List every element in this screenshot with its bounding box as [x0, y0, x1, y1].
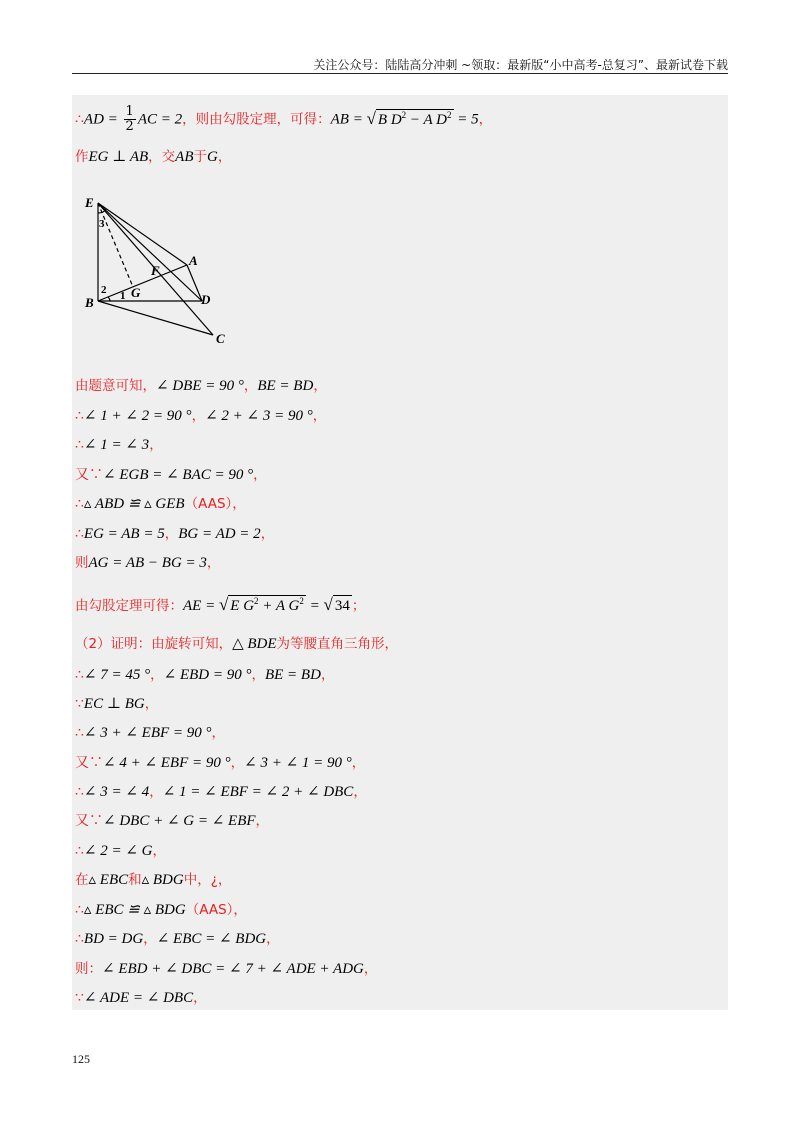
math-eq-3: =: [348, 111, 367, 128]
punct: ；: [351, 598, 366, 614]
page-number: 125: [72, 1052, 90, 1066]
sqrt-eg-ag: √ E $G^2 + A$ $G^2$: [218, 595, 304, 614]
punct: ，: [351, 755, 366, 771]
label-a: A: [189, 253, 198, 268]
math-eq-2: = 2: [157, 111, 183, 128]
header-rule: [72, 73, 728, 74]
therefore-symbol: ∴: [75, 111, 84, 128]
sqrt-term-ad: − A D: [406, 111, 447, 128]
line-11: [75, 634, 398, 654]
math-ab: AB: [330, 111, 349, 128]
punct: ，: [217, 149, 232, 165]
line-9: [75, 553, 220, 573]
fraction-half: [124, 105, 136, 134]
label-f: F: [151, 263, 160, 278]
math: ∠ DBC + ∠ G = ∠ EBF: [103, 813, 256, 829]
math-ad: AD: [83, 111, 104, 128]
math: ∠ 3 = ∠ 4: [83, 784, 150, 800]
line-10: [75, 595, 365, 616]
math: ▵ ABD ≌ ▵ GEB: [83, 496, 185, 512]
math: ∠ EBC = ∠ BDG: [156, 931, 267, 947]
therefore-symbol: ∴: [75, 843, 84, 859]
math: EC ⊥ BG: [83, 696, 145, 712]
math-eq: =: [103, 111, 122, 128]
label-angle-3: 3: [99, 218, 105, 230]
sqrt-term-bd: B D: [377, 111, 402, 128]
sqrt-term: E G: [230, 598, 255, 614]
sqrt-34: √ 34: [323, 595, 350, 614]
math: BE = BD: [257, 378, 314, 394]
fraction-numerator: 1: [125, 104, 134, 119]
line-14: [75, 723, 225, 743]
because-symbol: 又∵: [75, 755, 103, 771]
segment-ad: [187, 265, 202, 301]
punct: ，: [233, 902, 247, 918]
text: 于: [193, 149, 207, 165]
punct: ，: [144, 696, 159, 712]
math: G: [206, 149, 218, 165]
punct: ，: [152, 843, 167, 859]
math: ∠ 2 = ∠ G: [83, 843, 153, 859]
solution-content: [72, 95, 728, 1010]
because-symbol: ∵: [75, 990, 84, 1006]
segment-ea: [98, 203, 187, 265]
line-6: [75, 465, 267, 485]
math: EG = AB = 5: [83, 526, 165, 542]
label-c: C: [216, 331, 225, 346]
math: ∠ ADE = ∠ DBC: [83, 990, 194, 1006]
text: 由题意可知，: [75, 378, 156, 394]
line-8: [75, 524, 274, 544]
punct: ，: [478, 111, 493, 128]
fraction-denominator: 2: [125, 119, 134, 134]
text: ，: [150, 667, 164, 683]
line-2: [75, 147, 231, 167]
text: （2）证明：由旋转可知，: [75, 636, 233, 652]
line-3: [75, 376, 327, 396]
line-4: [75, 406, 326, 426]
label-angle-1: 1: [120, 290, 126, 302]
text: 和: [128, 872, 142, 888]
segment-ed: [98, 203, 202, 301]
line-15: [75, 753, 365, 773]
label-b: B: [85, 295, 94, 310]
text: 作: [75, 149, 89, 165]
label-e: E: [85, 195, 94, 210]
text: ，: [164, 526, 179, 542]
math: BE = BD: [264, 667, 321, 683]
text: 则：: [75, 961, 102, 977]
punct: ，: [353, 784, 367, 800]
punct: ，: [193, 990, 207, 1006]
geometry-figure: [82, 193, 242, 353]
punct: ，: [313, 378, 327, 394]
therefore-symbol: ∴: [75, 902, 84, 918]
math: ∠ 1 = ∠ 3: [83, 437, 150, 453]
therefore-symbol: ∴: [75, 496, 84, 512]
math: ∠ 3 + ∠ EBF = 90 °: [83, 725, 212, 741]
page-header: 关注公众号：陆陆高分冲刺 ~领取：最新版“小中高考-总复习”、最新试卷下载: [313, 58, 728, 72]
label-d: D: [201, 292, 211, 307]
math-result: = 5: [453, 111, 479, 128]
math: ∠ 1 = ∠ EBF = ∠ 2 + ∠ DBC: [162, 784, 354, 800]
segment-ba: [98, 265, 187, 301]
exponent: 2: [254, 596, 259, 606]
math: AG = AB − BG = 3: [88, 555, 207, 571]
therefore-symbol: ∴: [75, 667, 84, 683]
punct: ，: [266, 931, 280, 947]
punct: ，: [255, 813, 270, 829]
sqrt-term: 34: [333, 595, 352, 616]
text: ，: [243, 378, 258, 394]
text: ，交: [148, 149, 176, 165]
punct: ，: [253, 467, 267, 483]
math: ∠ 1 + ∠ 2 = 90 °: [83, 408, 192, 424]
math: ∠ 7 = 45 °: [83, 667, 151, 683]
text: ，: [251, 667, 265, 683]
text-pythagorean: ，则由勾股定理，可得：: [182, 111, 331, 128]
math: =: [305, 598, 324, 614]
math: ▵ EBC: [88, 872, 129, 888]
math: AE =: [183, 598, 219, 614]
punct: ，: [363, 961, 378, 977]
line-23: [75, 988, 207, 1008]
punct: ，: [260, 526, 275, 542]
sqrt-term: + A G: [258, 598, 300, 614]
text: 由勾股定理可得：: [75, 598, 183, 614]
line-16: [75, 782, 367, 802]
text: ，: [230, 755, 245, 771]
text: 中，¿: [183, 872, 218, 888]
line-17: [75, 811, 269, 831]
math: ∠ EGB = ∠ BAC = 90 °: [103, 467, 254, 483]
math: ∠ 2 + ∠ 3 = 90 °: [205, 408, 313, 424]
line-1: [75, 105, 492, 134]
angle-arc-1: [108, 297, 110, 301]
punct: ，: [149, 437, 163, 453]
text: 在: [75, 872, 89, 888]
text: 则: [75, 555, 89, 571]
line-12: [75, 665, 334, 685]
therefore-symbol: ∴: [75, 784, 84, 800]
because-symbol: 又∵: [75, 467, 103, 483]
label-angle-2: 2: [101, 284, 107, 296]
line-7: [75, 494, 246, 514]
because-symbol: ∵: [75, 696, 84, 712]
line-21: [75, 929, 280, 949]
math: ▵ BDG: [141, 872, 184, 888]
math: AB: [175, 149, 194, 165]
sqrt-bd-ad: √ B $D^2 - A$ $D^2$: [366, 108, 452, 128]
line-20: [75, 900, 247, 920]
label-g: G: [131, 285, 141, 300]
exponent: 2: [401, 109, 407, 120]
punct: ，: [232, 496, 246, 512]
line-18: [75, 841, 166, 861]
line-22: [75, 959, 377, 979]
math: BD = DG: [83, 931, 144, 947]
exponent: 2: [447, 109, 452, 120]
math: ∠ DBE = 90 °: [156, 378, 244, 394]
line-13: [75, 694, 158, 714]
math: ∠ 3 + ∠ 1 = 90 °: [244, 755, 352, 771]
math: ∠ 4 + ∠ EBF = 90 °: [103, 755, 231, 771]
math: BG = AD = 2: [178, 526, 261, 542]
text: （AAS）: [185, 902, 234, 918]
math: ∠ EBD + ∠ DBC = ∠ 7 + ∠ ADE + ADG: [102, 961, 364, 977]
therefore-symbol: ∴: [75, 408, 84, 424]
punct: ，: [217, 872, 232, 888]
therefore-symbol: ∴: [75, 526, 84, 542]
punct: ，: [206, 555, 221, 571]
math: ∠ EBD = 90 °: [163, 667, 252, 683]
text: ，: [149, 784, 163, 800]
segment-bc: [98, 301, 213, 335]
math: ▵ EBC ≌ ▵ BDG: [83, 902, 186, 918]
text: 为等腰直角三角形，: [276, 636, 399, 652]
text: ，: [191, 408, 206, 424]
exponent: 2: [299, 596, 304, 606]
because-symbol: 又∵: [75, 813, 103, 829]
text: （AAS）: [184, 496, 233, 512]
punct: ，: [211, 725, 226, 741]
therefore-symbol: ∴: [75, 931, 84, 947]
therefore-symbol: ∴: [75, 725, 84, 741]
punct: ，: [320, 667, 335, 683]
therefore-symbol: ∴: [75, 437, 84, 453]
math: EG ⊥ AB: [88, 149, 149, 165]
math-ac: AC: [137, 111, 157, 128]
math: △ BDE: [232, 636, 277, 652]
text: ，: [143, 931, 157, 947]
line-5: [75, 435, 163, 455]
line-19: [75, 870, 231, 890]
punct: ，: [312, 408, 327, 424]
